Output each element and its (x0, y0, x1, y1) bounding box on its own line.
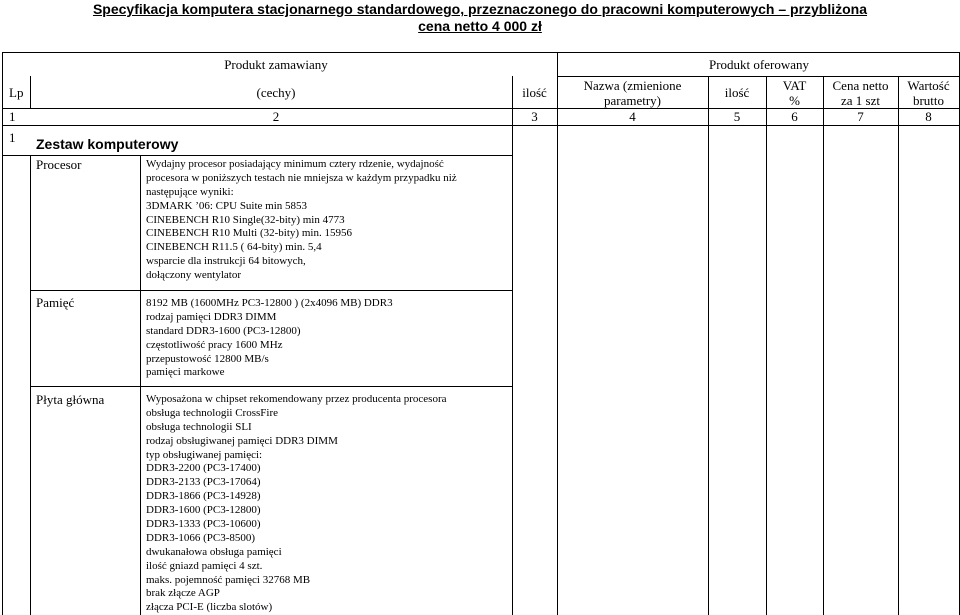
spec-line: DDR3-1333 (PC3-10600) (146, 518, 261, 531)
component-spec-procesor (146, 158, 457, 283)
column-number-5: 5 (733, 109, 741, 124)
spec-line: obsługa technologii CrossFire (146, 406, 278, 419)
section-number: 1 (9, 130, 16, 145)
spec-line: CINEBENCH R11.5 ( 64-bity) min. 5,4 (146, 241, 322, 254)
column-number-6: 6 (791, 109, 798, 124)
document-title-line1: Specyfikacja komputera stacjonarnego standardowego, przeznaczonego do pracowni komputerowych – przybliżona (92, 1, 868, 17)
column-number-1: 1 (9, 109, 16, 124)
column-number-8: 8 (925, 109, 932, 124)
spec-line: Wyposażona w chipset rekomendowany przez producenta procesora (146, 393, 447, 405)
column-number-4: 4 (629, 109, 636, 124)
spec-line: dwukanałowa obsługa pamięci (146, 545, 282, 558)
header-wartosc-line2: brutto (912, 93, 945, 108)
header-cena-line2: za 1 szt (841, 93, 880, 108)
spec-line: częstotliwość pracy 1600 MHz (146, 338, 283, 351)
header-produkt-zamawiany: Produkt zamawiany (224, 57, 328, 72)
section-name: Zestaw komputerowy (36, 136, 179, 152)
header-nazwa-line1: Nazwa (zmienione (583, 78, 682, 93)
spec-line: 3DMARK ’06: CPU Suite min 5853 (146, 199, 308, 212)
header-nazwa-line2: parametry) (603, 93, 662, 108)
header-ilosc: ilość (522, 85, 547, 100)
component-spec-pamiec (146, 297, 393, 380)
spec-line: procesora w poniższych testach nie mniejsza w każdym przypadku niż (146, 171, 457, 184)
header-lp: Lp (9, 85, 24, 100)
spec-line: CINEBENCH R10 Single(32-bity) min 4773 (146, 213, 345, 226)
spec-line: DDR3-2200 (PC3-17400) (146, 462, 261, 475)
component-spec-plyta-glowna (146, 393, 447, 615)
spec-line: rodzaj obsługiwanej pamięci DDR3 DIMM (146, 434, 338, 447)
spec-line: DDR3-1066 (PC3-8500) (146, 531, 256, 544)
header-vat-line1: VAT (782, 78, 807, 93)
column-number-2: 2 (272, 109, 280, 124)
spec-line: przepustowość 12800 MB/s (146, 352, 269, 365)
spec-line: pamięci markowe (146, 366, 225, 379)
spec-line: DDR3-1600 (PC3-12800) (146, 504, 261, 517)
header-cechy: (cechy) (256, 85, 296, 100)
spec-line: DDR3-2133 (PC3-17064) (146, 476, 261, 489)
spec-line: Wydajny procesor posiadający minimum cztery rdzenie, wydajność (146, 158, 444, 170)
spec-line: typ obsługiwanej pamięci: (146, 448, 263, 461)
spec-line: ilość gniazd pamięci 4 szt. (146, 559, 263, 572)
spec-line: CINEBENCH R10 Multi (32-bity) min. 15956 (146, 227, 352, 240)
spec-line: brak złącze AGP (146, 587, 220, 600)
spec-line: 8192 MB (1600MHz PC3-12800 ) (2x4096 MB) DDR3 (146, 297, 393, 309)
spec-line: standard DDR3-1600 (PC3-12800) (146, 324, 301, 337)
column-number-3: 3 (531, 109, 538, 124)
component-name-procesor: Procesor (36, 157, 82, 172)
header-produkt-oferowany: Produkt oferowany (708, 57, 809, 72)
document-title-line2: cena netto 4 000 zł (418, 18, 542, 34)
spec-line: obsługa technologii SLI (146, 420, 252, 433)
spec-line: maks. pojemność pamięci 32768 MB (146, 573, 311, 586)
spec-line: wsparcie dla instrukcji 64 bitowych, (146, 255, 306, 268)
header-wartosc-line1: Wartość (907, 78, 950, 93)
spec-line: dołączony wentylator (146, 269, 241, 282)
column-number-7: 7 (857, 109, 864, 124)
component-name-pamiec: Pamięć (36, 295, 75, 310)
component-name-plyta-glowna: Płyta główna (36, 392, 105, 407)
header-ilosc-oferowana: ilość (724, 85, 750, 100)
spec-line: DDR3-1866 (PC3-14928) (146, 490, 261, 503)
header-cena-line1: Cena netto (832, 78, 889, 93)
header-vat-line2: % (789, 93, 800, 108)
spec-line: następujące wyniki: (146, 185, 234, 198)
spec-line: rodzaj pamięci DDR3 DIMM (146, 310, 277, 323)
spec-line: złącza PCI-E (liczba slotów) (146, 601, 273, 614)
